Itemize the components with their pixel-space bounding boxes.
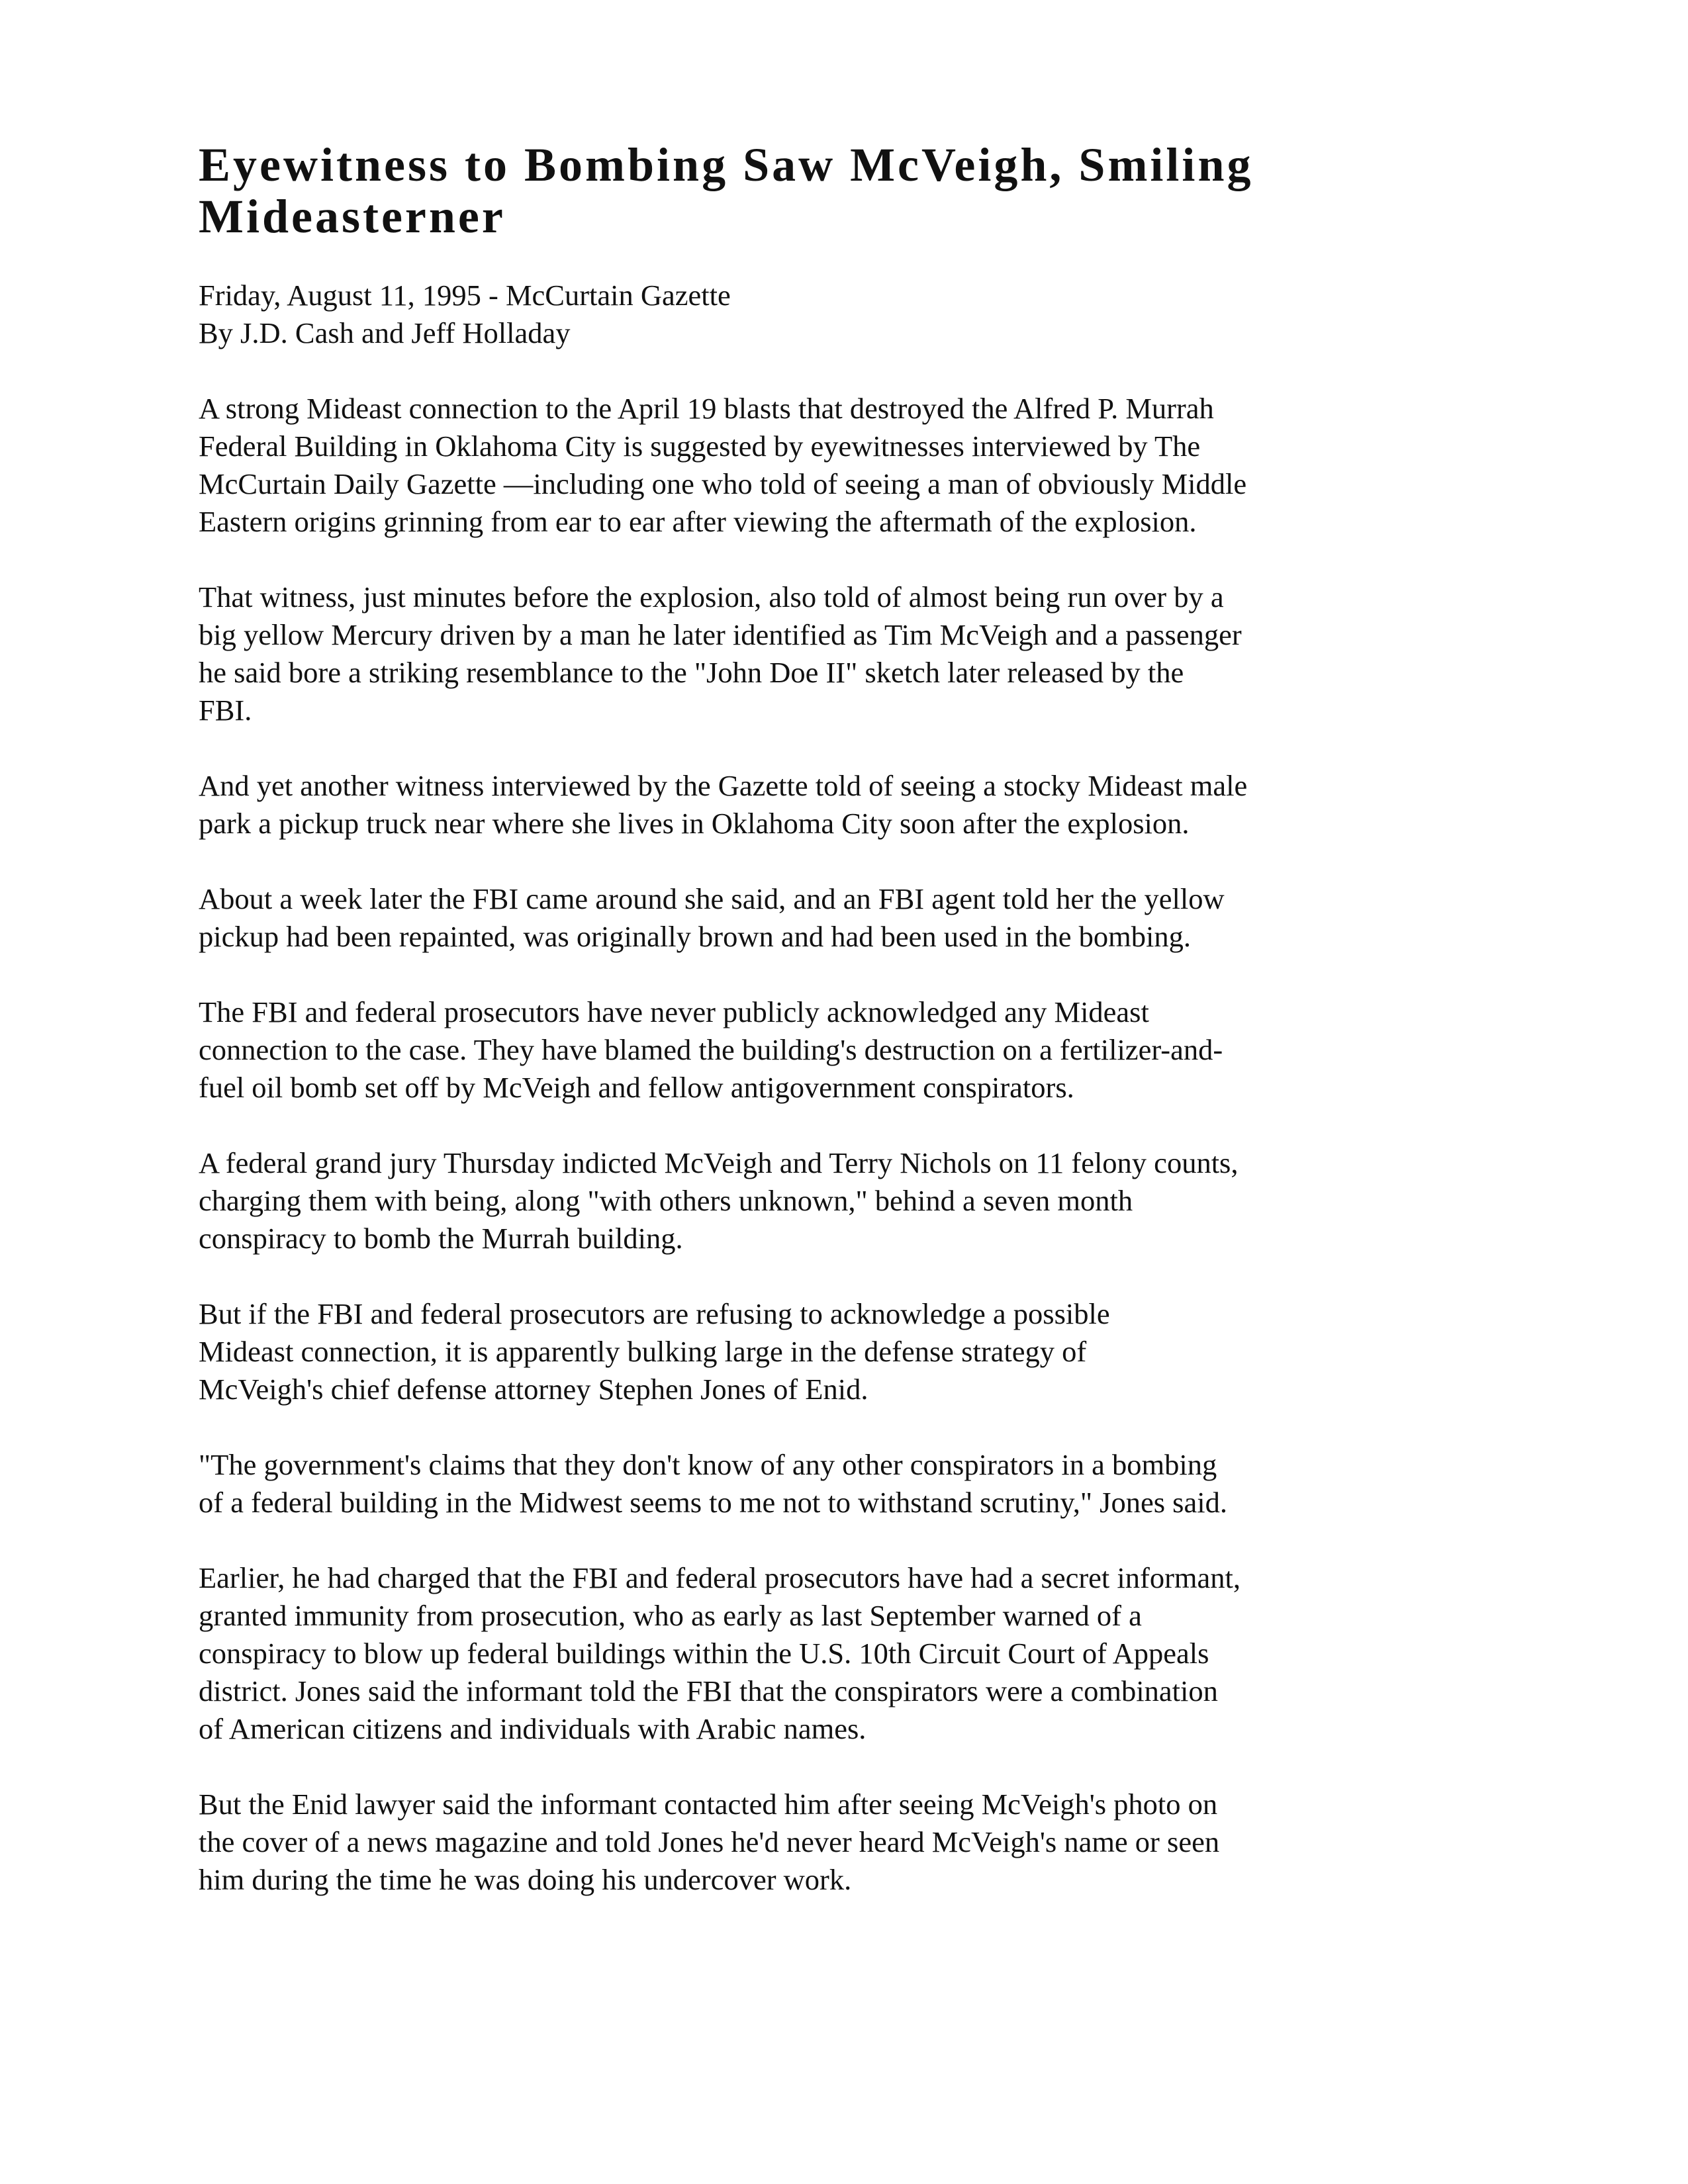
paragraph-line: Eastern origins grinning from ear to ear after viewing the aftermath of the explosion. <box>199 505 1197 538</box>
paragraph <box>199 880 1542 956</box>
paragraph-line: district. Jones said the informant told the FBI that the conspirators were a combination <box>199 1674 1218 1707</box>
article-body <box>199 390 1542 1899</box>
paragraph-line: granted immunity from prosecution, who as early as last September warned of a <box>199 1599 1142 1632</box>
paragraph-line: Earlier, he had charged that the FBI and federal prosecutors have had a secret informant, <box>199 1561 1241 1594</box>
paragraph <box>199 1786 1542 1899</box>
paragraph-line: A federal grand jury Thursday indicted McVeigh and Terry Nichols on 11 felony counts, <box>199 1146 1239 1179</box>
paragraph-line: fuel oil bomb set off by McVeigh and fellow antigovernment conspirators. <box>199 1071 1074 1104</box>
paragraph-line: conspiracy to blow up federal buildings within the U.S. 10th Circuit Court of Appeals <box>199 1637 1209 1670</box>
paragraph <box>199 767 1542 842</box>
paragraph-line: of American citizens and individuals with Arabic names. <box>199 1712 867 1745</box>
paragraph-line: park a pickup truck near where she lives in Oklahoma City soon after the explosion. <box>199 807 1190 840</box>
paragraph-line: big yellow Mercury driven by a man he later identified as Tim McVeigh and a passenger <box>199 618 1242 651</box>
headline-line: Eyewitness to Bombing Saw McVeigh, Smiling <box>199 138 1254 191</box>
paragraph-line: Federal Building in Oklahoma City is suggested by eyewitnesses interviewed by The <box>199 430 1201 463</box>
paragraph <box>199 1446 1542 1522</box>
paragraph-line: charging them with being, along "with others unknown," behind a seven month <box>199 1184 1133 1217</box>
paragraph-line: FBI. <box>199 694 252 727</box>
headline <box>199 139 1542 242</box>
article-meta <box>199 277 1542 352</box>
paragraph-line: him during the time he was doing his undercover work. <box>199 1863 852 1896</box>
byline: By J.D. Cash and Jeff Holladay <box>199 316 571 349</box>
paragraph-line: "The government's claims that they don't know of any other conspirators in a bombing <box>199 1448 1217 1481</box>
paragraph <box>199 578 1542 729</box>
paragraph-line: And yet another witness interviewed by the Gazette told of seeing a stocky Mideast male <box>199 769 1248 802</box>
paragraph-line: That witness, just minutes before the explosion, also told of almost being run over by a <box>199 580 1224 614</box>
paragraph-line: he said bore a striking resemblance to the "John Doe II" sketch later released by the <box>199 656 1184 689</box>
article <box>199 139 1542 1936</box>
paragraph <box>199 390 1542 541</box>
paragraph-line: conspiracy to bomb the Murrah building. <box>199 1222 683 1255</box>
paragraph <box>199 1295 1542 1408</box>
paragraph <box>199 1144 1542 1257</box>
paragraph-line: McVeigh's chief defense attorney Stephen Jones of Enid. <box>199 1373 868 1406</box>
paragraph-line: Mideast connection, it is apparently bulking large in the defense strategy of <box>199 1335 1087 1368</box>
paragraph-line: The FBI and federal prosecutors have never publicly acknowledged any Mideast <box>199 995 1149 1028</box>
paragraph-line: McCurtain Daily Gazette —including one who told of seeing a man of obviously Middle <box>199 467 1247 500</box>
dateline: Friday, August 11, 1995 - McCurtain Gazette <box>199 279 731 312</box>
paragraph <box>199 1559 1542 1748</box>
paragraph <box>199 993 1542 1107</box>
paragraph-line: of a federal building in the Midwest seems to me not to withstand scrutiny," Jones said. <box>199 1486 1227 1519</box>
paragraph-line: connection to the case. They have blamed the building's destruction on a fertilizer-and- <box>199 1033 1223 1066</box>
paragraph-line: the cover of a news magazine and told Jones he'd never heard McVeigh's name or seen <box>199 1825 1220 1858</box>
paragraph-line: But the Enid lawyer said the informant contacted him after seeing McVeigh's photo on <box>199 1788 1218 1821</box>
paragraph-line: But if the FBI and federal prosecutors are refusing to acknowledge a possible <box>199 1297 1110 1330</box>
headline-line: Mideasterner <box>199 190 506 243</box>
paragraph-line: About a week later the FBI came around she said, and an FBI agent told her the yellow <box>199 882 1225 915</box>
paragraph-line: A strong Mideast connection to the April 19 blasts that destroyed the Alfred P. Murrah <box>199 392 1214 425</box>
paragraph-line: pickup had been repainted, was originally brown and had been used in the bombing. <box>199 920 1192 953</box>
